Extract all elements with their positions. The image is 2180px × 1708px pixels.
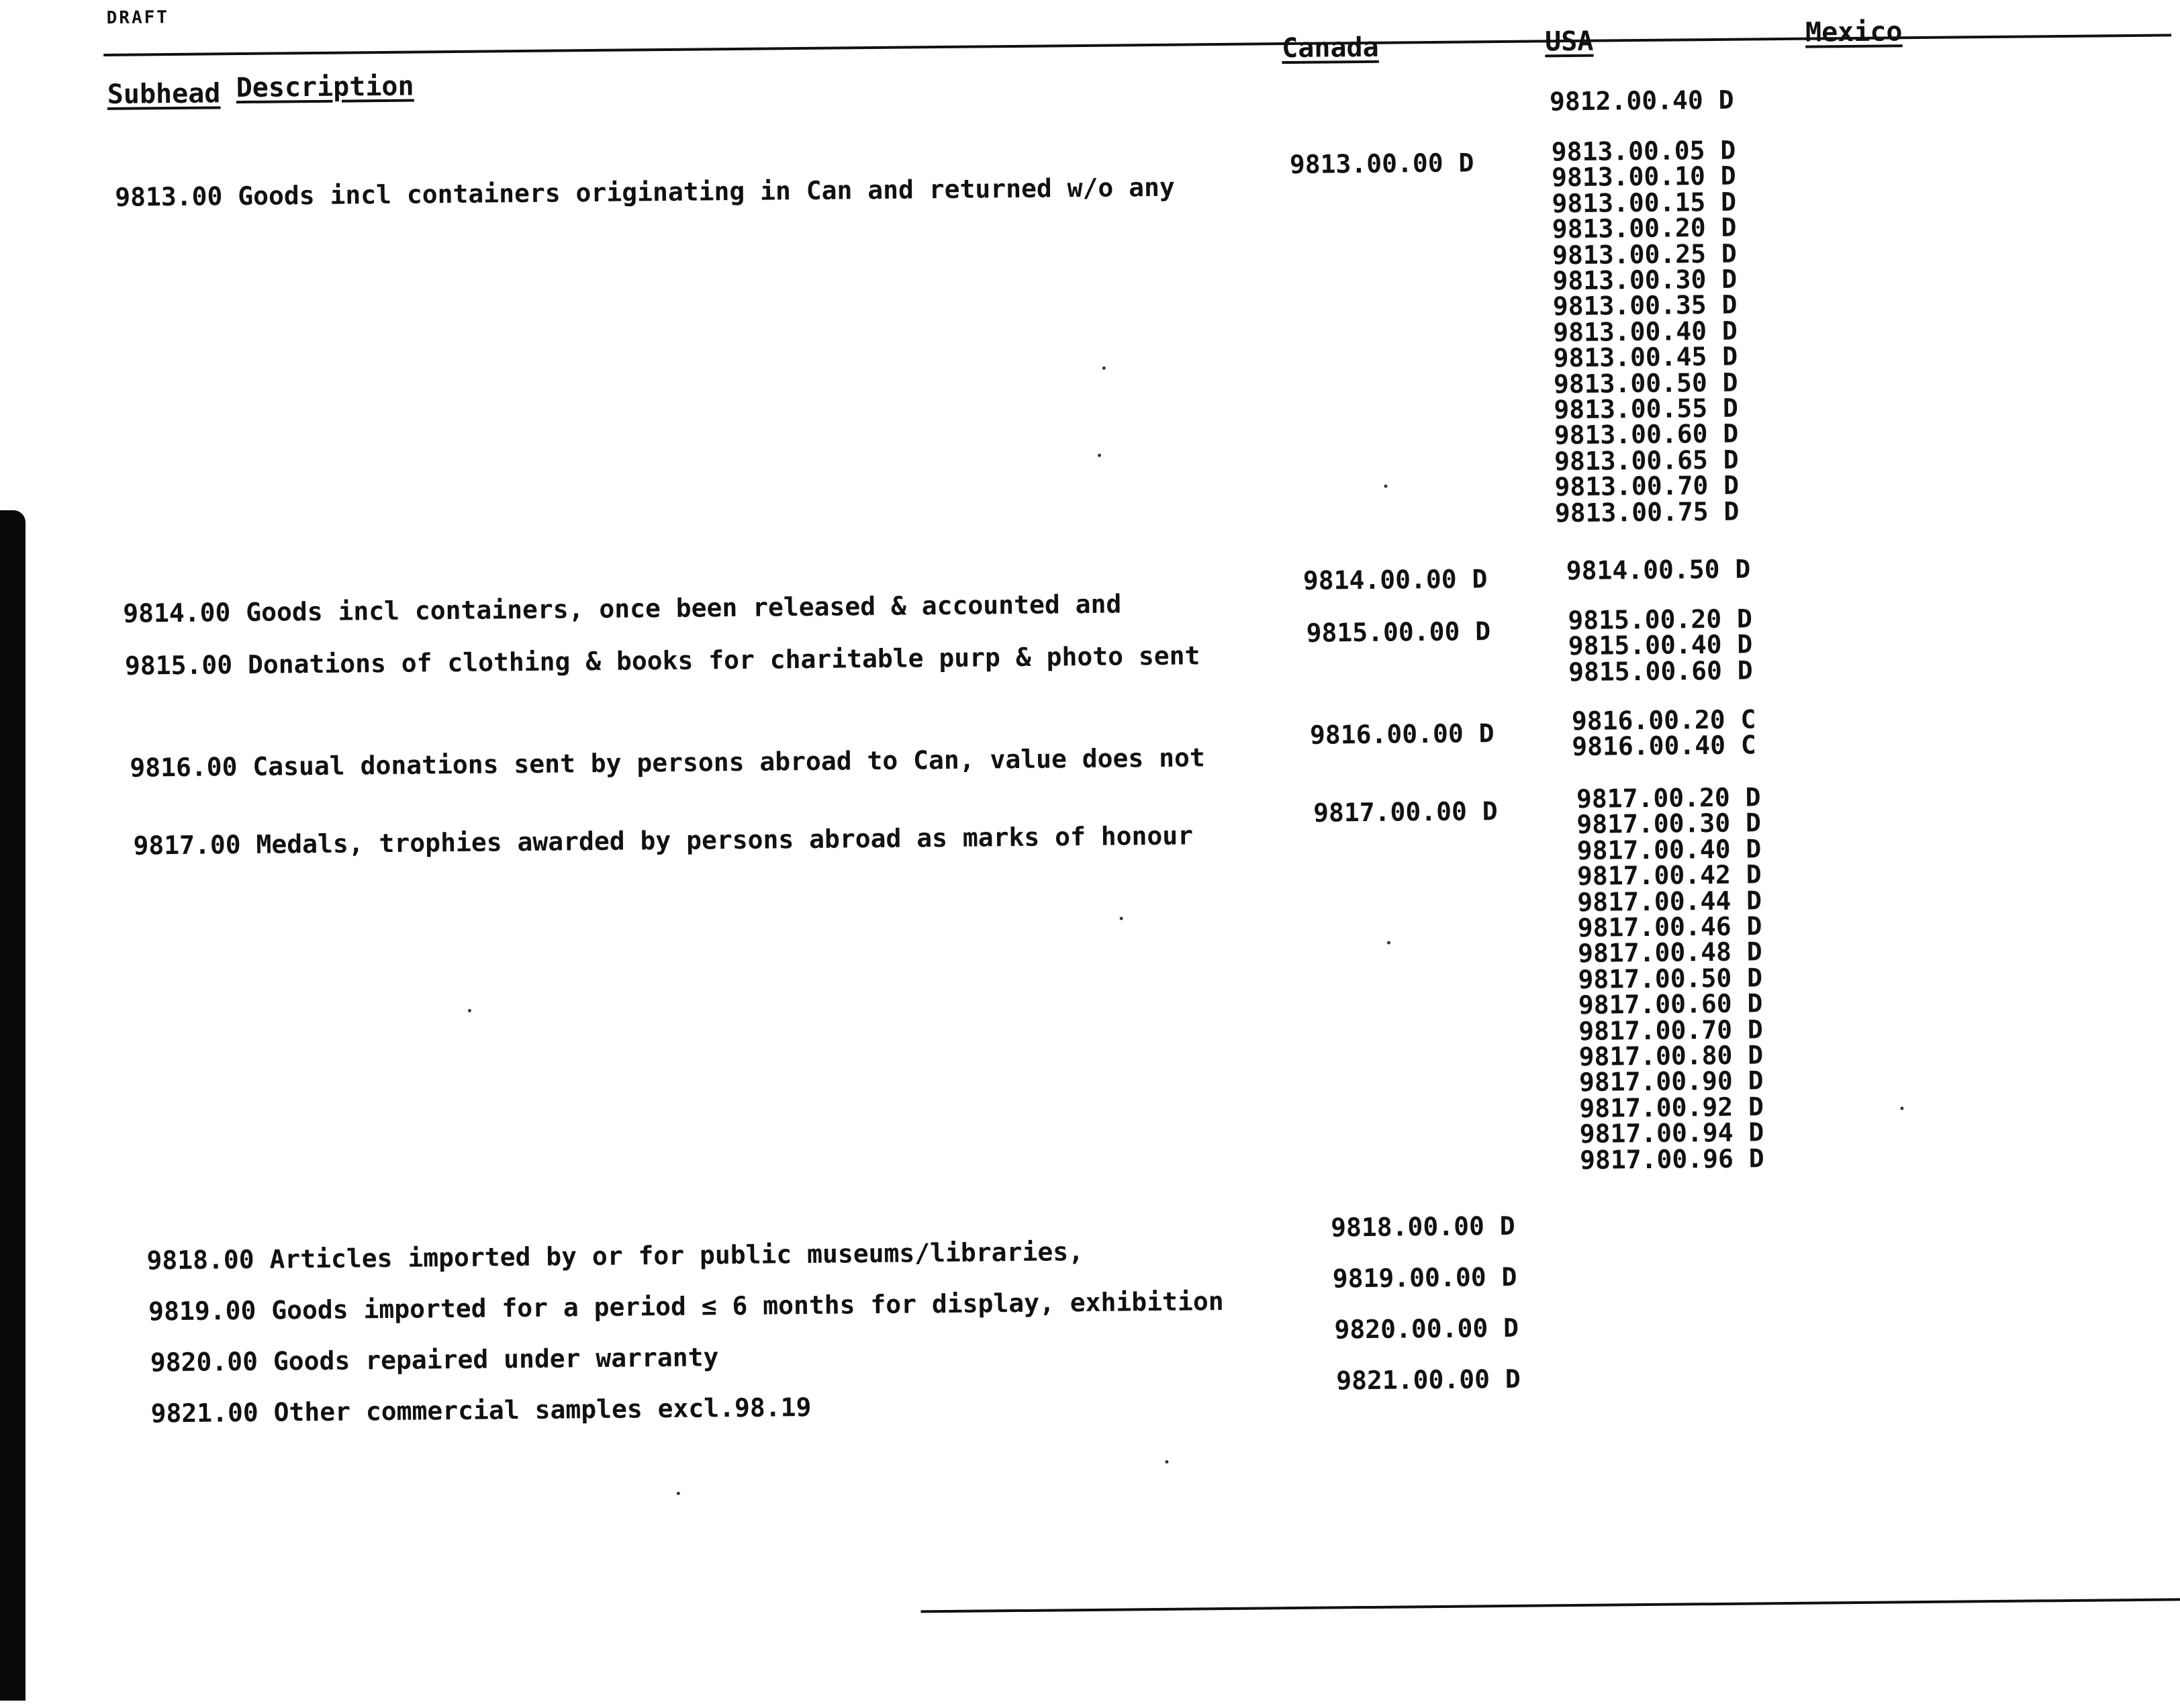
canada-code: 9821.00.00 D bbox=[1336, 1364, 1521, 1396]
subhead-header: Subhead bbox=[107, 78, 221, 110]
usa-code: 9817.00.50 D bbox=[1578, 963, 1763, 994]
usa-code: 9813.00.10 D bbox=[1551, 161, 1736, 193]
usa-code: 9815.00.40 D bbox=[1568, 629, 1753, 661]
canada-code: 9815.00.00 D bbox=[1306, 616, 1491, 648]
scan-speck bbox=[1102, 367, 1106, 370]
bottom-rule bbox=[921, 1598, 2180, 1613]
usa-code: 9813.00.30 D bbox=[1552, 264, 1738, 296]
canada-code: 9818.00.00 D bbox=[1330, 1211, 1515, 1243]
canada-code: 9820.00.00 D bbox=[1334, 1313, 1519, 1345]
canada-code: 9817.00.00 D bbox=[1313, 796, 1498, 828]
row-description: 9813.00 Goods incl containers originating in Can and returned w/o any bbox=[115, 172, 1175, 212]
usa-code: 9816.00.40 C bbox=[1572, 730, 1756, 762]
usa-code-list bbox=[1566, 554, 1751, 586]
scan-speck bbox=[468, 1009, 471, 1012]
row-description: 9816.00 Casual donations sent by persons abroad to Can, value does not bbox=[130, 743, 1206, 783]
row-description: 9819.00 Goods imported for a period ≤ 6 months for display, exhibition bbox=[148, 1286, 1224, 1327]
canada-code: 9819.00.00 D bbox=[1332, 1262, 1517, 1294]
usa-code: 9817.00.40 D bbox=[1576, 834, 1762, 865]
usa-code: 9817.00.44 D bbox=[1577, 885, 1762, 917]
row-description: 9818.00 Articles imported by or for public museums/libraries, bbox=[146, 1237, 1084, 1276]
usa-code: 9813.00.50 D bbox=[1553, 367, 1738, 399]
usa-code: 9813.00.35 D bbox=[1552, 290, 1738, 322]
usa-code: 9813.00.20 D bbox=[1552, 212, 1737, 244]
usa-code: 9817.00.90 D bbox=[1578, 1065, 1764, 1098]
usa-code: 9815.00.20 D bbox=[1568, 604, 1753, 636]
usa-code: 9813.00.55 D bbox=[1554, 393, 1739, 425]
scan-speck bbox=[677, 1492, 680, 1495]
usa-code: 9817.00.20 D bbox=[1576, 782, 1761, 814]
usa-header: USA bbox=[1544, 26, 1594, 58]
scan-speck bbox=[1165, 1460, 1168, 1464]
row-description: 9821.00 Other commercial samples excl.98.19 bbox=[150, 1392, 812, 1429]
row-description: 9815.00 Donations of clothing & books for charitable purp & photo sent bbox=[124, 640, 1200, 681]
usa-code: 9814.00.50 D bbox=[1566, 554, 1751, 586]
row-description: 9817.00 Medals, trophies awarded by persons abroad as marks of honour bbox=[133, 820, 1194, 861]
canada-code: 9816.00.00 D bbox=[1309, 718, 1495, 750]
scan-speck bbox=[1120, 916, 1123, 920]
scan-speck bbox=[1900, 1106, 1903, 1110]
usa-code-list bbox=[1571, 704, 1756, 762]
usa-code: 9815.00.60 D bbox=[1568, 655, 1753, 687]
row-description: 9820.00 Goods repaired under warranty bbox=[150, 1342, 719, 1378]
usa-code: 9813.00.75 D bbox=[1554, 496, 1740, 528]
scan-speck bbox=[1387, 941, 1390, 945]
usa-code: 9817.00.30 D bbox=[1576, 808, 1762, 840]
usa-code: 9813.00.15 D bbox=[1552, 187, 1737, 219]
canada-header: Canada bbox=[1281, 32, 1379, 64]
usa-code: 9813.00.05 D bbox=[1551, 135, 1736, 167]
usa-code: 9817.00.70 D bbox=[1578, 1014, 1764, 1046]
usa-code: 9817.00.42 D bbox=[1576, 859, 1762, 892]
description-header: Description bbox=[236, 70, 414, 104]
usa-code: 9817.00.96 D bbox=[1579, 1143, 1764, 1175]
usa-code: 9817.00.92 D bbox=[1579, 1092, 1764, 1123]
usa-code: 9813.00.60 D bbox=[1554, 419, 1739, 450]
usa-code: 9817.00.46 D bbox=[1577, 911, 1762, 943]
usa-code: 9813.00.40 D bbox=[1553, 316, 1738, 348]
scan-speck bbox=[1384, 485, 1387, 488]
row-description: 9814.00 Goods incl containers, once been released & accounted and bbox=[122, 589, 1122, 628]
usa-code-9812: 9812.00.40 D bbox=[1549, 85, 1734, 117]
usa-code: 9817.00.60 D bbox=[1578, 988, 1763, 1021]
usa-code: 9813.00.25 D bbox=[1552, 238, 1737, 270]
usa-code-list bbox=[1576, 784, 1764, 1173]
usa-code: 9817.00.48 D bbox=[1577, 937, 1762, 969]
usa-code: 9813.00.65 D bbox=[1554, 444, 1739, 477]
usa-code: 9813.00.45 D bbox=[1553, 341, 1738, 373]
canada-code: 9813.00.00 D bbox=[1289, 148, 1474, 180]
canada-code: 9814.00.00 D bbox=[1302, 564, 1488, 596]
draft-label: DRAFT bbox=[106, 7, 170, 28]
usa-code: 9817.00.80 D bbox=[1578, 1040, 1764, 1072]
usa-code-list bbox=[1568, 606, 1753, 685]
mexico-header: Mexico bbox=[1805, 16, 1903, 48]
usa-code: 9817.00.94 D bbox=[1579, 1117, 1764, 1149]
usa-code: 9813.00.70 D bbox=[1554, 470, 1740, 502]
usa-code-list bbox=[1551, 135, 1740, 528]
usa-code: 9816.00.20 C bbox=[1571, 704, 1756, 737]
scan-speck bbox=[1098, 454, 1101, 457]
